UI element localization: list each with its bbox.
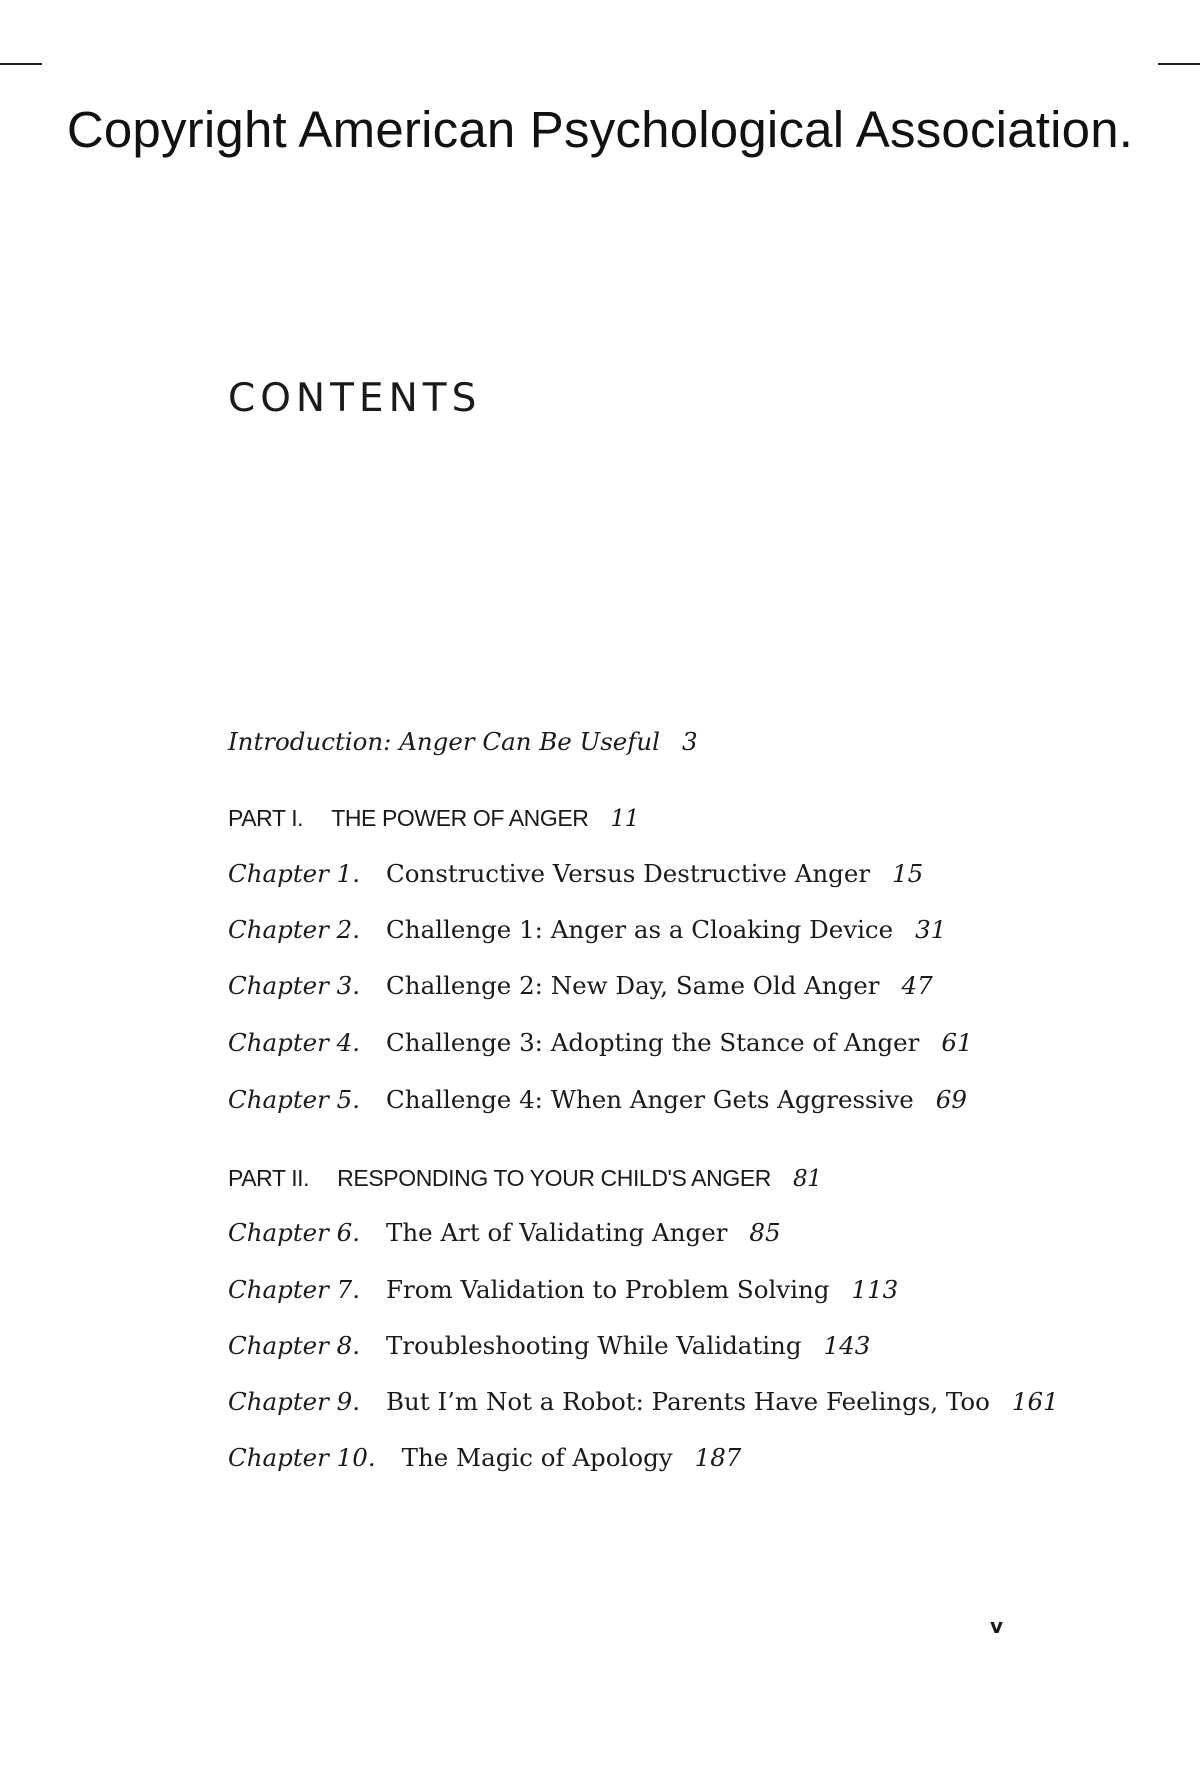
toc-entry-page: 61 [941,1028,973,1057]
toc-entry-page: 47 [901,971,933,1000]
toc-part-label: PART I. [228,805,304,831]
toc-chapter-title: From Validation to Problem Solving [386,1275,830,1304]
toc-chapter-3 [228,971,933,1000]
contents-heading: CONTENTS [228,376,482,421]
toc-chapter-title: Challenge 4: When Anger Gets Aggressive [386,1085,914,1114]
toc-chapter-9 [228,1387,1059,1416]
toc-chapter-title: But I’m Not a Robot: Parents Have Feelings, Too [386,1387,990,1416]
toc-chapter-5 [228,1085,967,1114]
toc-entry-page: 161 [1011,1387,1059,1416]
toc-chapter-label: Chapter 1. [228,859,361,888]
toc-chapter-label: Chapter 10. [228,1443,376,1472]
toc-chapter-1 [228,859,923,888]
toc-chapter-title: Constructive Versus Destructive Anger [386,859,871,888]
toc-entry-page: 113 [851,1275,899,1304]
toc-chapter-label: Chapter 5. [228,1085,361,1114]
toc-chapter-title: Challenge 2: New Day, Same Old Anger [386,971,880,1000]
toc-chapter-2 [228,915,946,944]
toc-entry-page: 69 [935,1085,967,1114]
toc-chapter-10 [228,1443,741,1472]
toc-chapter-title: Challenge 1: Anger as a Cloaking Device [386,915,894,944]
copyright-notice: Copyright American Psychological Association. [66,101,1134,158]
toc-chapter-label: Chapter 3. [228,971,361,1000]
toc-chapter-title: Troubleshooting While Validating [386,1331,802,1360]
toc-chapter-label: Chapter 9. [228,1387,361,1416]
toc-chapter-label: Chapter 4. [228,1028,361,1057]
toc-part-1 [228,805,639,832]
toc-chapter-8 [228,1331,870,1360]
toc-chapter-title: The Magic of Apology [401,1443,673,1472]
toc-chapter-label: Chapter 2. [228,915,361,944]
page-number: v [990,1614,1004,1638]
toc-part-title: RESPONDING TO YOUR CHILD'S ANGER [337,1165,771,1191]
toc-chapter-label: Chapter 7. [228,1275,361,1304]
toc-part-title: THE POWER OF ANGER [331,805,589,831]
toc-entry-page: 31 [915,915,947,944]
crop-mark-right [1158,63,1200,65]
toc-chapter-6 [228,1218,781,1247]
toc-entry-page: 81 [792,1166,822,1192]
toc-entry-page: 187 [694,1443,742,1472]
toc-entry-page: 3 [681,727,698,756]
toc-entry-page: 143 [823,1331,871,1360]
toc-chapter-7 [228,1275,898,1304]
toc-chapter-title: Challenge 3: Adopting the Stance of Anger [386,1028,920,1057]
toc-chapter-label: Chapter 6. [228,1218,361,1247]
toc-entry-page: 11 [610,806,639,832]
toc-chapter-title: The Art of Validating Anger [386,1218,728,1247]
toc-chapter-label: Chapter 8. [228,1331,361,1360]
toc-chapter-4 [228,1028,973,1057]
toc-entry-page: 15 [892,859,924,888]
crop-mark-left [0,63,42,65]
toc-entry-page: 85 [749,1218,781,1247]
toc-entry-label: Introduction: Anger Can Be Useful [228,727,660,756]
toc-entry-introduction [228,727,698,756]
toc-part-2 [228,1165,821,1192]
toc-part-label: PART II. [228,1165,310,1191]
